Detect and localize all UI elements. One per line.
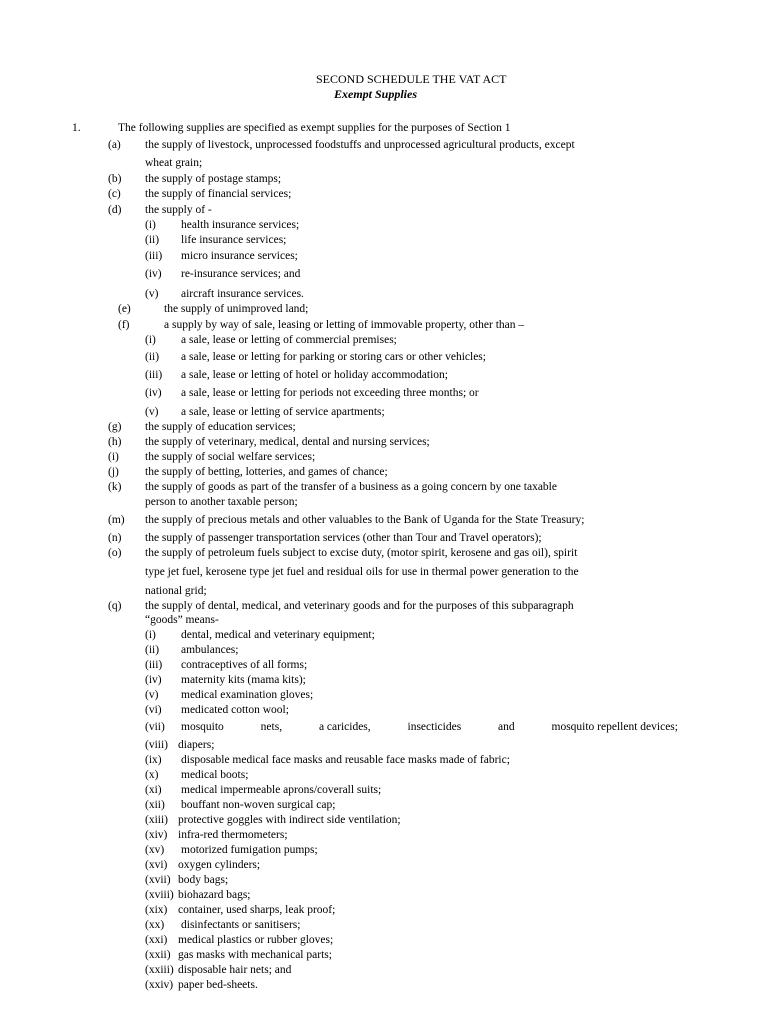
subitem-label: (xix) bbox=[145, 904, 168, 916]
item-label: (j) bbox=[108, 466, 119, 478]
paragraph-1 bbox=[0, 121, 768, 136]
subitem-label: (xxiv) bbox=[145, 979, 174, 991]
item-label: (a) bbox=[108, 139, 121, 151]
subitem bbox=[0, 673, 768, 688]
subitem-label: (i) bbox=[145, 334, 156, 346]
subitem-text: medical examination gloves; bbox=[181, 689, 314, 701]
subitem bbox=[0, 918, 768, 933]
subitem bbox=[0, 688, 768, 703]
subitem-label: (xviii) bbox=[145, 889, 174, 901]
subitem-text: paper bed-sheets. bbox=[178, 979, 258, 991]
subitem bbox=[0, 978, 768, 993]
subitem bbox=[0, 643, 768, 658]
item-text: the supply of dental, medical, and veterinary goods and for the purposes of this subparagraph bbox=[145, 600, 574, 612]
subitem-text: maternity kits (mama kits); bbox=[181, 674, 306, 686]
item-text: the supply of passenger transportation services (other than Tour and Travel operators); bbox=[145, 532, 542, 544]
item-g bbox=[0, 420, 768, 435]
word: mosquito bbox=[181, 721, 224, 733]
item-label: (e) bbox=[118, 303, 131, 315]
subitem-label: (i) bbox=[145, 219, 156, 231]
item-e bbox=[0, 302, 768, 317]
subitem-label: (xvii) bbox=[145, 874, 171, 886]
subitem-label: (ix) bbox=[145, 754, 162, 766]
item-text: type jet fuel, kerosene type jet fuel and residual oils for use in thermal power generation to the bbox=[145, 566, 579, 578]
subitem bbox=[0, 628, 768, 643]
subitem-text: medical plastics or rubber gloves; bbox=[178, 934, 334, 946]
item-text: “goods” means- bbox=[145, 614, 219, 626]
item-text: the supply of postage stamps; bbox=[145, 173, 282, 185]
item-i bbox=[0, 450, 768, 465]
subitem-label: (iv) bbox=[145, 387, 162, 399]
item-text: the supply of livestock, unprocessed foodstuffs and unprocessed agricultural products, except bbox=[145, 139, 575, 151]
subitem bbox=[0, 933, 768, 948]
subitem-text: ambulances; bbox=[181, 644, 239, 656]
subitem bbox=[0, 828, 768, 843]
item-label: (m) bbox=[108, 514, 125, 526]
subitem-text bbox=[181, 720, 678, 735]
subitem-label: (iii) bbox=[145, 250, 163, 262]
item-f bbox=[0, 318, 768, 333]
item-q bbox=[0, 599, 768, 614]
subitem-text: life insurance services; bbox=[181, 234, 287, 246]
subitem-label: (x) bbox=[145, 769, 159, 781]
word: nets, bbox=[260, 721, 283, 733]
item-text: national grid; bbox=[145, 585, 207, 597]
subitem-text: a sale, lease or letting for parking or storing cars or other vehicles; bbox=[181, 351, 486, 363]
subitem bbox=[0, 948, 768, 963]
subitem bbox=[0, 963, 768, 978]
subitem-label: (xvi) bbox=[145, 859, 168, 871]
item-label: (i) bbox=[108, 451, 119, 463]
subitem-text: a sale, lease or letting of commercial premises; bbox=[181, 334, 397, 346]
subitem-label: (ii) bbox=[145, 351, 160, 363]
subitem-label: (xx) bbox=[145, 919, 165, 931]
paragraph-text: The following supplies are specified as exempt supplies for the purposes of Section 1 bbox=[118, 122, 511, 134]
subitem bbox=[0, 287, 768, 302]
subitem-text: medicated cotton wool; bbox=[181, 704, 289, 716]
subitem bbox=[0, 333, 768, 348]
subitem-label: (iv) bbox=[145, 674, 162, 686]
subitem-vii bbox=[0, 720, 768, 735]
subitem-text: a sale, lease or letting of hotel or holiday accommodation; bbox=[181, 369, 448, 381]
subitem-label: (v) bbox=[145, 689, 159, 701]
item-c bbox=[0, 187, 768, 202]
subitem bbox=[0, 843, 768, 858]
subitem-text: a sale, lease or letting for periods not exceeding three months; or bbox=[181, 387, 479, 399]
subitem bbox=[0, 703, 768, 718]
subitem-text: bouffant non-woven surgical cap; bbox=[181, 799, 336, 811]
subitem-label: (ii) bbox=[145, 644, 160, 656]
item-b bbox=[0, 172, 768, 187]
item-label: (q) bbox=[108, 600, 122, 612]
word: and bbox=[498, 721, 515, 733]
item-label: (n) bbox=[108, 532, 122, 544]
subitem-label: (xiii) bbox=[145, 814, 168, 826]
item-text: the supply of education services; bbox=[145, 421, 296, 433]
item-text: person to another taxable person; bbox=[145, 496, 298, 508]
subitem bbox=[0, 858, 768, 873]
subitem-label: (iii) bbox=[145, 659, 163, 671]
subitem-text: disposable medical face masks and reusable face masks made of fabric; bbox=[181, 754, 510, 766]
item-label: (f) bbox=[118, 319, 130, 331]
item-a-continued bbox=[0, 156, 768, 171]
subitem-text: gas masks with mechanical parts; bbox=[178, 949, 332, 961]
subitem bbox=[0, 218, 768, 233]
item-q-continued bbox=[0, 613, 768, 628]
subitem bbox=[0, 798, 768, 813]
paragraph-number: 1. bbox=[72, 122, 81, 134]
subitem bbox=[0, 350, 768, 365]
item-d bbox=[0, 203, 768, 218]
item-label: (b) bbox=[108, 173, 122, 185]
subitem bbox=[0, 386, 768, 401]
subitem-text: oxygen cylinders; bbox=[178, 859, 261, 871]
subitem-text: container, used sharps, leak proof; bbox=[178, 904, 336, 916]
item-m bbox=[0, 513, 768, 528]
page-title: SECOND SCHEDULE THE VAT ACT bbox=[316, 72, 507, 86]
subitem bbox=[0, 753, 768, 768]
subitem bbox=[0, 903, 768, 918]
subitem-text: dental, medical and veterinary equipment; bbox=[181, 629, 375, 641]
subitem-text: health insurance services; bbox=[181, 219, 300, 231]
subitem-text: disinfectants or sanitisers; bbox=[181, 919, 301, 931]
item-k bbox=[0, 480, 768, 495]
subitem-text: protective goggles with indirect side ventilation; bbox=[178, 814, 401, 826]
subitem bbox=[0, 738, 768, 753]
subitem-label: (xi) bbox=[145, 784, 162, 796]
subitem-text: medical boots; bbox=[181, 769, 249, 781]
subitem bbox=[0, 658, 768, 673]
page-subtitle: Exempt Supplies bbox=[334, 87, 418, 101]
word: insecticides bbox=[407, 721, 462, 733]
subitem-label: (viii) bbox=[145, 739, 168, 751]
item-h bbox=[0, 435, 768, 450]
item-label: (o) bbox=[108, 547, 122, 559]
word: a caricides, bbox=[318, 721, 371, 733]
item-text: the supply of - bbox=[145, 204, 212, 216]
subitem-text: motorized fumigation pumps; bbox=[181, 844, 318, 856]
subitem-label: (xii) bbox=[145, 799, 165, 811]
subitem-label: (v) bbox=[145, 288, 159, 300]
subitem-text: contraceptives of all forms; bbox=[181, 659, 308, 671]
subitem bbox=[0, 249, 768, 264]
subitem bbox=[0, 783, 768, 798]
item-label: (k) bbox=[108, 481, 122, 493]
subitem-text: aircraft insurance services. bbox=[181, 288, 304, 300]
subitem-label: (iii) bbox=[145, 369, 163, 381]
subitem bbox=[0, 267, 768, 282]
subitem-text: infra-red thermometers; bbox=[178, 829, 288, 841]
subitem-label: (xxiii) bbox=[145, 964, 174, 976]
subitem-label: (iv) bbox=[145, 268, 162, 280]
item-text: a supply by way of sale, leasing or letting of immovable property, other than – bbox=[164, 319, 525, 331]
subitem bbox=[0, 405, 768, 420]
subitem-text: disposable hair nets; and bbox=[178, 964, 292, 976]
item-text: the supply of petroleum fuels subject to excise duty, (motor spirit, kerosene and gas oil), spirit bbox=[145, 547, 578, 559]
item-label: (d) bbox=[108, 204, 122, 216]
subitem bbox=[0, 873, 768, 888]
subitem-label: (vi) bbox=[145, 704, 162, 716]
subitem-label: (xxi) bbox=[145, 934, 168, 946]
item-o-continued bbox=[0, 565, 768, 580]
item-label: (h) bbox=[108, 436, 122, 448]
subitem-label: (ii) bbox=[145, 234, 160, 246]
subitem-text: micro insurance services; bbox=[181, 250, 298, 262]
item-j bbox=[0, 465, 768, 480]
item-label: (g) bbox=[108, 421, 122, 433]
item-text: the supply of social welfare services; bbox=[145, 451, 316, 463]
subitem-text: re-insurance services; and bbox=[181, 268, 301, 280]
subitem-label: (v) bbox=[145, 406, 159, 418]
item-k-continued bbox=[0, 495, 768, 510]
subitem-label: (xiv) bbox=[145, 829, 168, 841]
word: mosquito repellent devices; bbox=[551, 721, 678, 733]
subitem-label: (vii) bbox=[145, 721, 165, 733]
item-text: the supply of veterinary, medical, dental and nursing services; bbox=[145, 436, 430, 448]
item-text: wheat grain; bbox=[145, 157, 203, 169]
subitem-text: diapers; bbox=[178, 739, 215, 751]
subitem-text: medical impermeable aprons/coverall suits; bbox=[181, 784, 382, 796]
item-n bbox=[0, 531, 768, 546]
subitem-label: (xxii) bbox=[145, 949, 171, 961]
subitem-text: biohazard bags; bbox=[178, 889, 251, 901]
item-text: the supply of precious metals and other valuables to the Bank of Uganda for the State Treasury; bbox=[145, 514, 585, 526]
item-a bbox=[0, 138, 768, 153]
subitem-label: (i) bbox=[145, 629, 156, 641]
item-o-continued bbox=[0, 584, 768, 599]
item-label: (c) bbox=[108, 188, 121, 200]
subitem bbox=[0, 813, 768, 828]
subitem bbox=[0, 768, 768, 783]
subitem bbox=[0, 233, 768, 248]
subitem-text: body bags; bbox=[178, 874, 229, 886]
subitem bbox=[0, 888, 768, 903]
subitem-label: (xv) bbox=[145, 844, 165, 856]
item-text: the supply of betting, lotteries, and games of chance; bbox=[145, 466, 388, 478]
item-text: the supply of financial services; bbox=[145, 188, 292, 200]
subitem-text: a sale, lease or letting of service apartments; bbox=[181, 406, 385, 418]
item-text: the supply of goods as part of the transfer of a business as a going concern by one taxable bbox=[145, 481, 557, 493]
item-text: the supply of unimproved land; bbox=[164, 303, 309, 315]
item-o bbox=[0, 546, 768, 561]
subitem bbox=[0, 368, 768, 383]
